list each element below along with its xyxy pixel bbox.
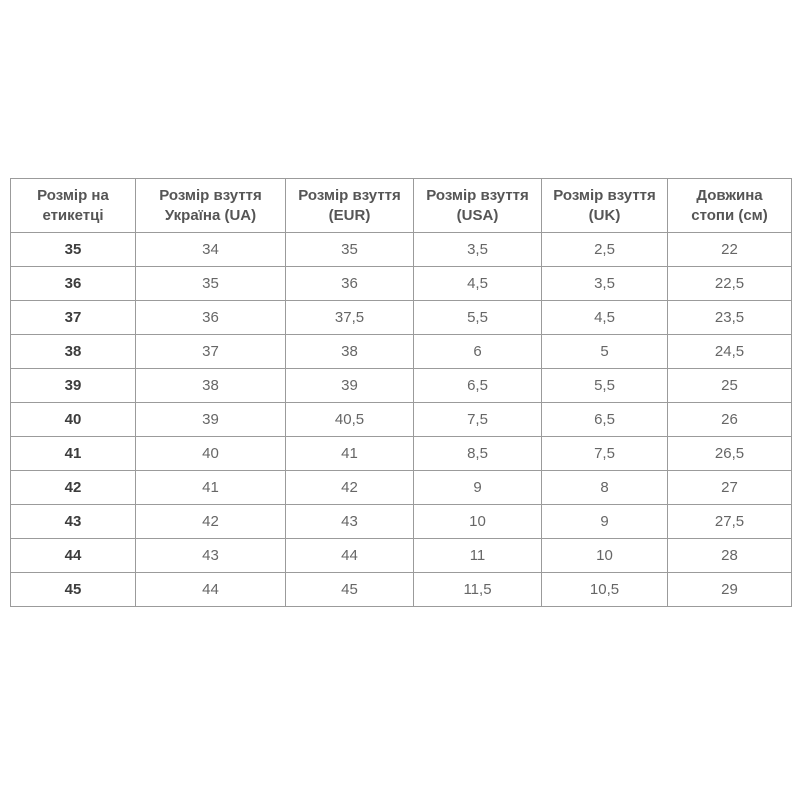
table-cell: 37	[136, 335, 286, 369]
table-row	[11, 335, 792, 369]
table-cell: 38	[136, 369, 286, 403]
table-cell: 26,5	[668, 437, 792, 471]
table-cell: 4,5	[414, 267, 542, 301]
table-row	[11, 301, 792, 335]
column-header-foot-length: Довжина стопи (см)	[668, 179, 792, 233]
row-label: 43	[11, 505, 136, 539]
table-cell: 40,5	[286, 403, 414, 437]
shoe-size-conversion-table	[10, 178, 792, 607]
table-cell: 5,5	[414, 301, 542, 335]
table-cell: 41	[286, 437, 414, 471]
row-label: 45	[11, 573, 136, 607]
table-cell: 26	[668, 403, 792, 437]
table-cell: 10,5	[542, 573, 668, 607]
table-cell: 35	[286, 233, 414, 267]
table-row	[11, 267, 792, 301]
column-header-uk-size: Розмір взуття (UK)	[542, 179, 668, 233]
table-cell: 11	[414, 539, 542, 573]
table-row	[11, 505, 792, 539]
table-cell: 29	[668, 573, 792, 607]
table-cell: 28	[668, 539, 792, 573]
table-cell: 5	[542, 335, 668, 369]
table-cell: 10	[542, 539, 668, 573]
row-label: 42	[11, 471, 136, 505]
table-cell: 36	[286, 267, 414, 301]
table-cell: 10	[414, 505, 542, 539]
table-cell: 22,5	[668, 267, 792, 301]
table-header-row	[11, 179, 792, 233]
table-cell: 37,5	[286, 301, 414, 335]
table-cell: 8	[542, 471, 668, 505]
table-cell: 24,5	[668, 335, 792, 369]
table-cell: 43	[286, 505, 414, 539]
table-cell: 44	[286, 539, 414, 573]
table-cell: 42	[286, 471, 414, 505]
table-row	[11, 471, 792, 505]
table-cell: 9	[414, 471, 542, 505]
table-cell: 27	[668, 471, 792, 505]
row-label: 41	[11, 437, 136, 471]
row-label: 36	[11, 267, 136, 301]
row-label: 39	[11, 369, 136, 403]
table-cell: 25	[668, 369, 792, 403]
table-row	[11, 233, 792, 267]
table-cell: 43	[136, 539, 286, 573]
row-label: 40	[11, 403, 136, 437]
table-cell: 9	[542, 505, 668, 539]
row-label: 35	[11, 233, 136, 267]
table-cell: 4,5	[542, 301, 668, 335]
table-row	[11, 539, 792, 573]
table-cell: 40	[136, 437, 286, 471]
table-cell: 3,5	[542, 267, 668, 301]
column-header-label-size: Розмір на етикетці	[11, 179, 136, 233]
table-row	[11, 573, 792, 607]
table-cell: 2,5	[542, 233, 668, 267]
table-cell: 6	[414, 335, 542, 369]
column-header-eur-size: Розмір взуття (EUR)	[286, 179, 414, 233]
table-cell: 23,5	[668, 301, 792, 335]
table-cell: 34	[136, 233, 286, 267]
table-cell: 39	[136, 403, 286, 437]
table-row	[11, 437, 792, 471]
table-cell: 36	[136, 301, 286, 335]
table-cell: 6,5	[542, 403, 668, 437]
table-cell: 5,5	[542, 369, 668, 403]
table-cell: 35	[136, 267, 286, 301]
table-cell: 6,5	[414, 369, 542, 403]
table-cell: 39	[286, 369, 414, 403]
table-cell: 38	[286, 335, 414, 369]
table-cell: 45	[286, 573, 414, 607]
table-cell: 44	[136, 573, 286, 607]
row-label: 37	[11, 301, 136, 335]
table-cell: 3,5	[414, 233, 542, 267]
table-cell: 27,5	[668, 505, 792, 539]
table-cell: 41	[136, 471, 286, 505]
row-label: 38	[11, 335, 136, 369]
table-cell: 22	[668, 233, 792, 267]
column-header-ua-size: Розмір взуття Україна (UA)	[136, 179, 286, 233]
table-cell: 42	[136, 505, 286, 539]
table-cell: 7,5	[542, 437, 668, 471]
table-row	[11, 403, 792, 437]
table-row	[11, 369, 792, 403]
row-label: 44	[11, 539, 136, 573]
table-cell: 11,5	[414, 573, 542, 607]
table-cell: 8,5	[414, 437, 542, 471]
column-header-usa-size: Розмір взуття (USA)	[414, 179, 542, 233]
table-cell: 7,5	[414, 403, 542, 437]
